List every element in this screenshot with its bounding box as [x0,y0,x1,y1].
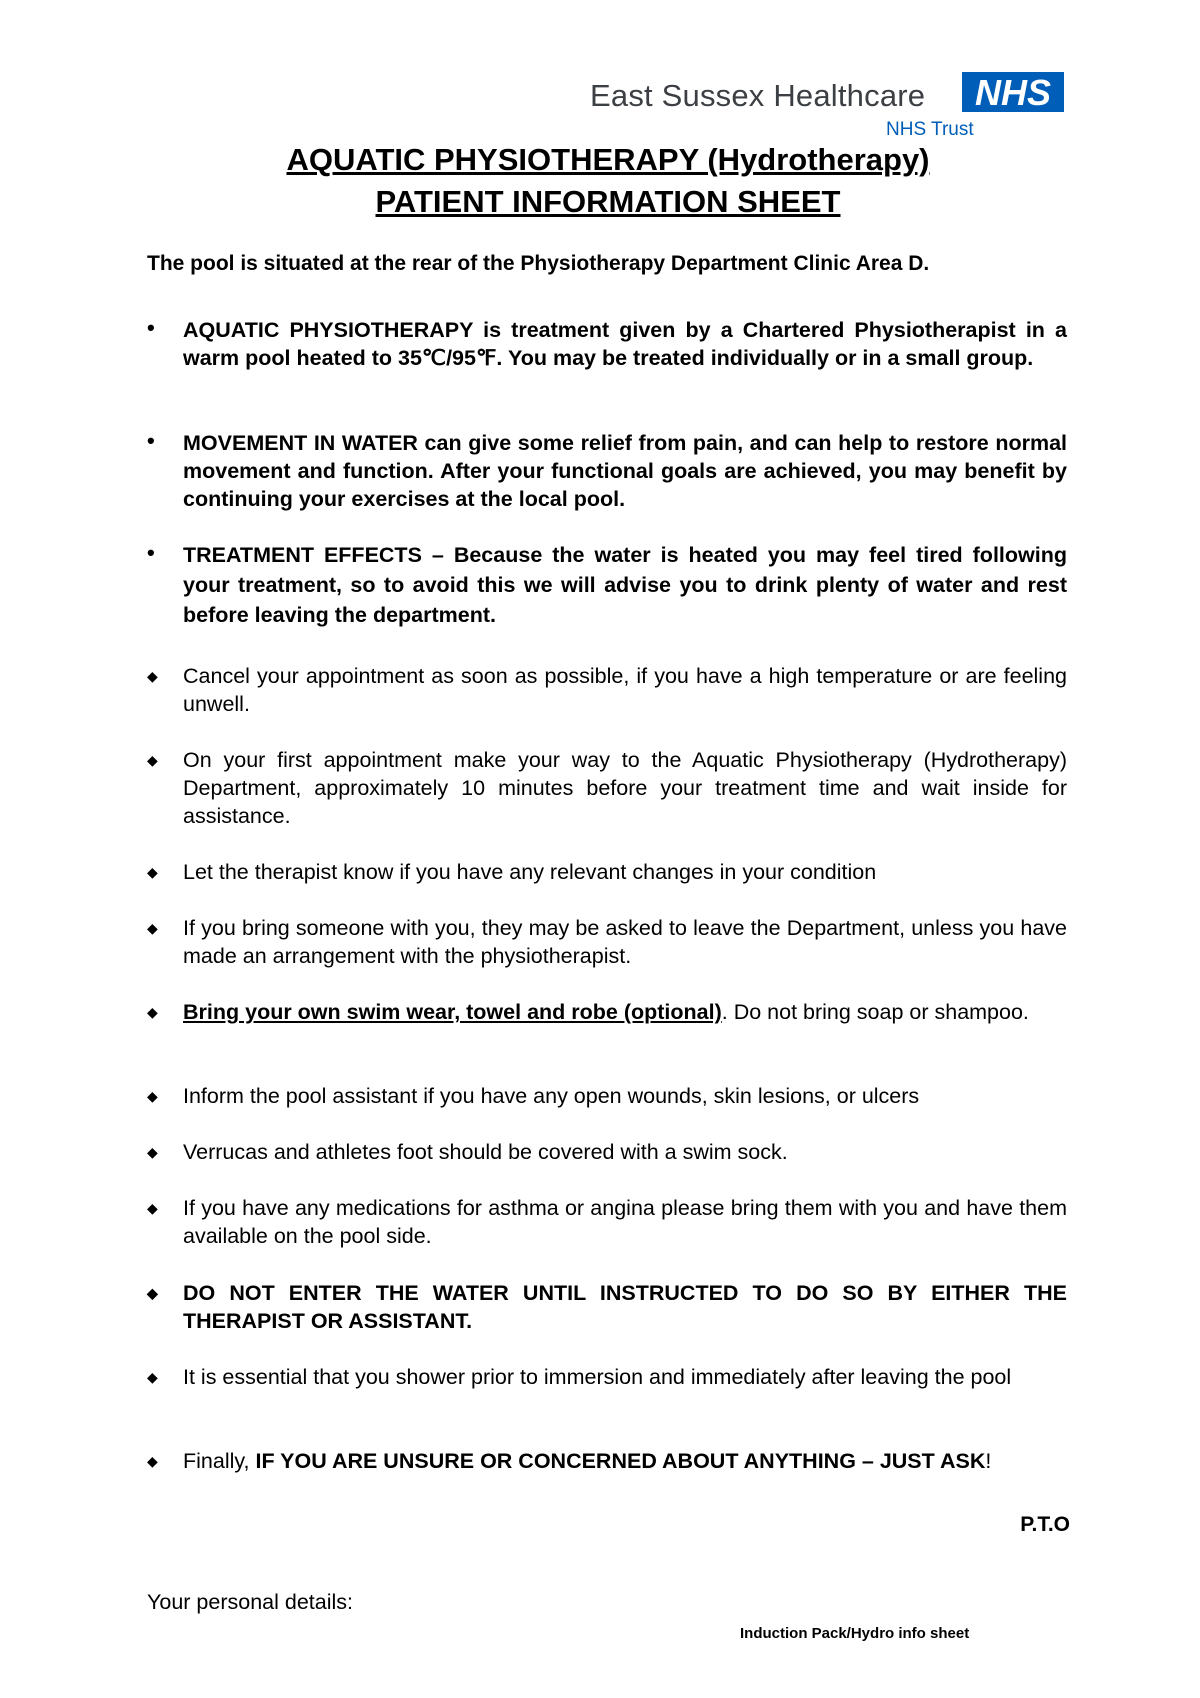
list-item-swimwear [147,998,1067,1026]
finally-prefix: Finally, [183,1449,256,1473]
nhs-logo-icon [962,72,1064,112]
list-item-treatment-effects [147,540,1067,630]
list-item-movement [147,429,1067,513]
diamond-bullet-icon: ◆ [147,920,158,936]
diamond-bullet-icon: ◆ [147,1200,158,1216]
swimwear-rest: . Do not bring soap or shampoo. [721,1000,1029,1024]
bullet-dot: • [147,315,155,340]
list-item-changes [147,858,1067,886]
org-name: East Sussex Healthcare [590,78,926,113]
diamond-bullet-icon: ◆ [147,1088,158,1104]
list-item-medications [147,1194,1067,1250]
list-item-text: DO NOT ENTER THE WATER UNTIL INSTRUCTED TO DO SO BY EITHER THE THERAPIST OR ASSISTANT. [183,1281,1067,1333]
list-item-cancel [147,662,1067,718]
list-item-text: If you bring someone with you, they may be asked to leave the Department, unless you have made an arrangement with the physiotherapist. [183,916,1067,968]
diamond-bullet-icon: ◆ [147,1285,158,1301]
document-title: AQUATIC PHYSIOTHERAPY (Hydrotherapy) [286,142,930,177]
list-item-verrucas [147,1138,1067,1166]
list-item-wounds [147,1082,1067,1110]
list-item-text: Inform the pool assistant if you have any open wounds, skin lesions, or ulcers [183,1084,920,1108]
personal-details-label: Your personal details: [147,1590,353,1614]
document-subtitle: PATIENT INFORMATION SHEET [375,184,841,219]
list-item-aquatic [147,316,1067,372]
diamond-bullet-icon: ◆ [147,1144,158,1160]
please-turn-over: P.T.O [1020,1513,1070,1536]
bullet-dot: • [147,428,155,453]
swimwear-emphasis: Bring your own swim wear, towel and robe (optional) [183,1000,722,1024]
list-item-text: If you have any medications for asthma or angina please bring them with you and have them available on the pool side. [183,1196,1067,1248]
footer-reference: Induction Pack/Hydro info sheet [740,1625,970,1642]
list-item-text [183,998,1067,1026]
intro-text: The pool is situated at the rear of the Physiotherapy Department Clinic Area D. [147,252,930,275]
list-item-first-appointment [147,746,1067,830]
diamond-bullet-icon: ◆ [147,1004,158,1020]
list-item-text: AQUATIC PHYSIOTHERAPY is treatment given by a Chartered Physiotherapist in a warm pool heated to 35℃/95℉. You may be treated individually or in a small group. [183,318,1067,370]
list-item-finally [147,1447,1067,1475]
list-item-text: TREATMENT EFFECTS – Because the water is heated you may feel tired following your treatment, so to avoid this we will advise you to drink plenty of water and rest before leaving the department. [183,543,1067,627]
list-item-someone [147,914,1067,970]
list-item-shower [147,1363,1067,1391]
list-item-text: On your first appointment make your way to the Aquatic Physiotherapy (Hydrotherapy) Department, approximately 10 minutes before your treatment time and wait inside for assistance. [183,748,1067,828]
nhs-logo-text: NHS [974,72,1052,112]
diamond-bullet-icon: ◆ [147,752,158,768]
bullet-dot: • [147,540,155,565]
list-item-text: Cancel your appointment as soon as possible, if you have a high temperature or are feeling unwell. [183,664,1067,716]
trust-name: NHS Trust [886,119,974,140]
finally-emphasis: IF YOU ARE UNSURE OR CONCERNED ABOUT ANYTHING – JUST ASK [255,1449,986,1473]
list-item-do-not-enter [147,1279,1067,1335]
diamond-bullet-icon: ◆ [147,668,158,684]
diamond-bullet-icon: ◆ [147,1369,158,1385]
list-item-text [183,1447,1067,1475]
list-item-text: It is essential that you shower prior to immersion and immediately after leaving the pool [183,1365,1012,1389]
diamond-bullet-icon: ◆ [147,1453,158,1469]
list-item-text: Verrucas and athletes foot should be covered with a swim sock. [183,1140,788,1164]
list-item-text: MOVEMENT IN WATER can give some relief from pain, and can help to restore normal movement and function. After your functional goals are achieved, you may benefit by continuing your exercises at the local pool. [183,431,1067,511]
diamond-bullet-icon: ◆ [147,864,158,880]
list-item-text: Let the therapist know if you have any relevant changes in your condition [183,860,877,884]
finally-suffix: ! [985,1449,992,1473]
nhs-trust-logo [590,70,1070,140]
